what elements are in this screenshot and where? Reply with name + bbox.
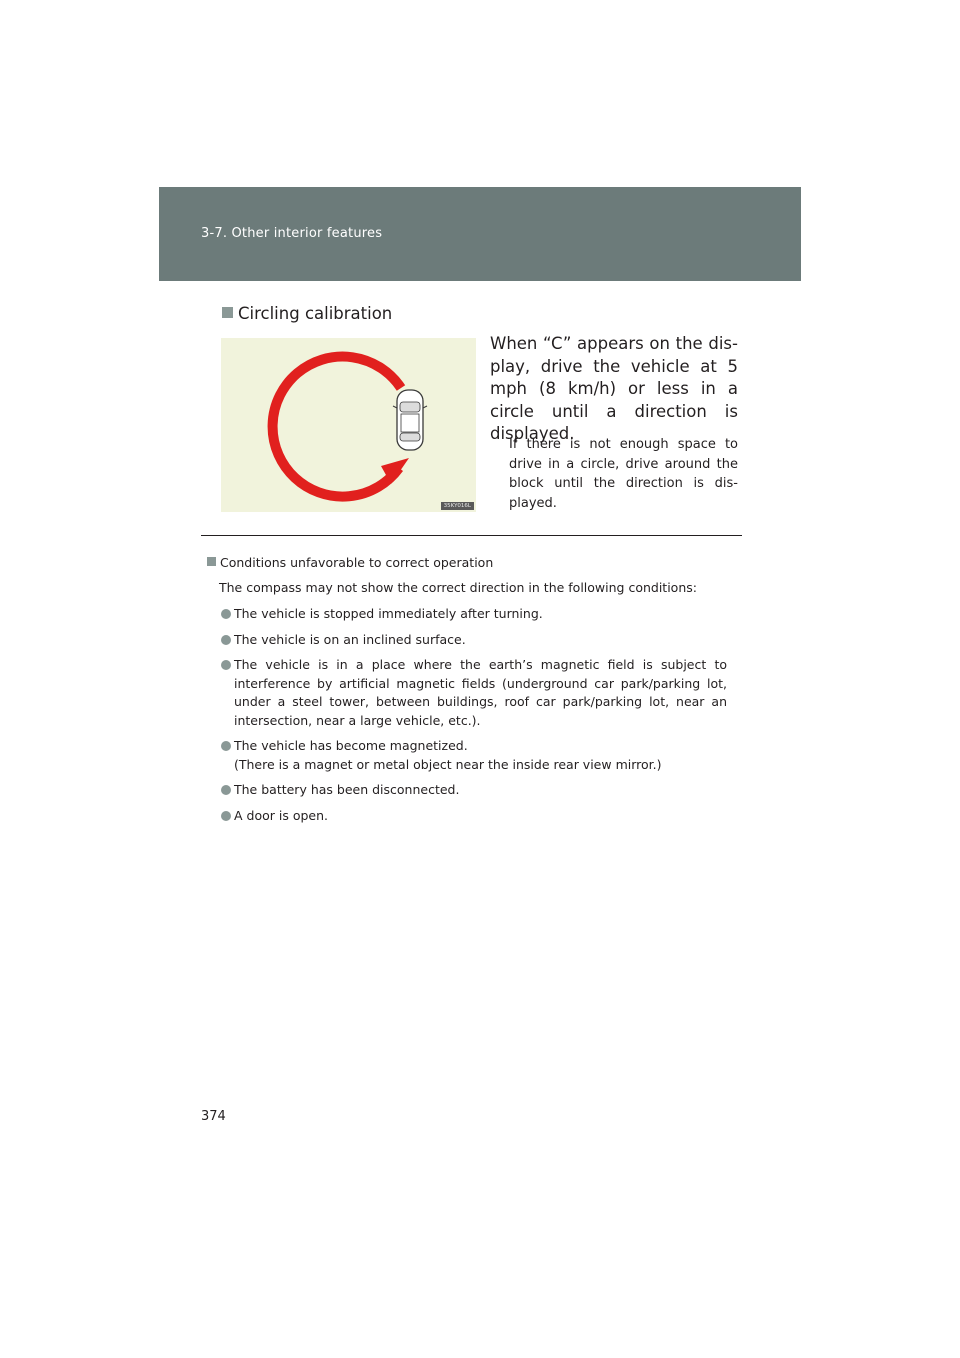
- section-header-bar: [159, 187, 801, 281]
- round-bullet-icon: [221, 660, 231, 670]
- conditions-title: Conditions unfavorable to correct operation: [220, 555, 494, 570]
- conditions-intro: The compass may not show the correct direction in the following conditions:: [219, 580, 697, 595]
- section-divider: [201, 535, 742, 536]
- calibration-title: Circling calibration: [238, 304, 393, 323]
- illustration-code: 35KY016L: [441, 502, 474, 510]
- square-bullet-icon: [207, 557, 216, 566]
- list-item: The vehicle is on an inclined surface.: [221, 631, 727, 650]
- section-label: 3-7. Other interior features: [201, 226, 383, 241]
- circle-arrow-car-drawing: [221, 338, 476, 512]
- list-item: The vehicle is in a place where the earth’s magnetic field is subject to interference by artificial magnetic fields (underground car park/parking lot, under a steel tower, between buildings, roof car park/parking lot, near an intersection, near a large vehicle, etc.).: [221, 656, 727, 730]
- car-top-view-icon: [393, 390, 427, 450]
- square-bullet-icon: [222, 307, 233, 318]
- list-item: A door is open.: [221, 807, 727, 826]
- list-item: The battery has been disconnected.: [221, 781, 727, 800]
- round-bullet-icon: [221, 811, 231, 821]
- round-bullet-icon: [221, 609, 231, 619]
- circle-arrow-path: [273, 357, 401, 497]
- round-bullet-icon: [221, 635, 231, 645]
- calibration-note: If there is not enough space to drive in a circle, drive around the block until the direction is displayed.: [509, 437, 738, 511]
- list-item: The vehicle is stopped immediately after turning.: [221, 605, 727, 624]
- page-number: 374: [201, 1109, 226, 1124]
- conditions-heading: [207, 555, 493, 570]
- round-bullet-icon: [221, 741, 231, 751]
- circling-illustration: [221, 338, 476, 512]
- calibration-heading: [222, 304, 392, 323]
- round-bullet-icon: [221, 785, 231, 795]
- calibration-instruction: When “C” appears on the display, drive the vehicle at 5 mph (8 km/h) or less in a circle until a direction is displayed.: [490, 334, 738, 443]
- conditions-list: [221, 605, 727, 832]
- list-item: The vehicle has become magnetized. (There is a magnet or metal object near the inside rear view mirror.): [221, 737, 727, 774]
